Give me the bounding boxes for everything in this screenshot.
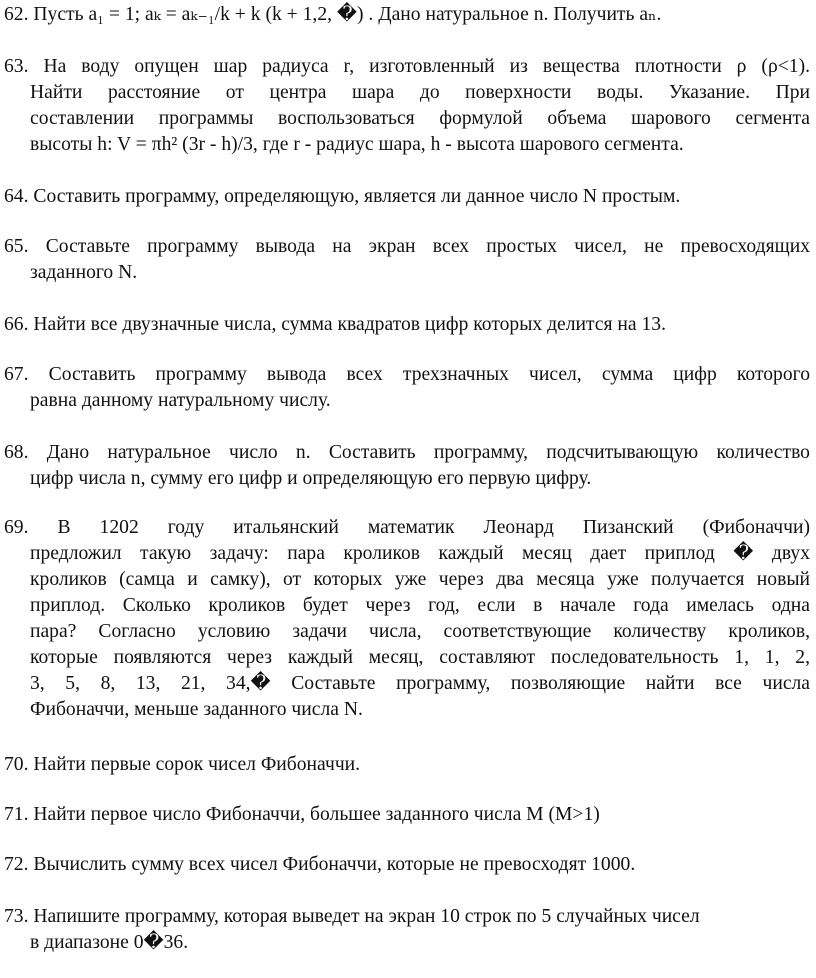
task-text: кроликов (самца и самку), от которых уже через два месяца уже получается новый <box>30 569 810 590</box>
task-text: в диапазоне 0�36. <box>30 932 189 953</box>
task-68 <box>4 440 810 492</box>
task-text: высоты h: V = πh² (3r - h)/3, где r - радиус шара, h - высота шарового сегмента. <box>30 134 684 155</box>
task-text: Дано натуральное число n. Составить программу, подсчитывающую количество <box>46 442 810 463</box>
task-62 <box>4 2 810 28</box>
task-text: составлении программы воспользоваться формулой объема шарового сегмента <box>30 108 810 129</box>
task-text: Найти первые сорок чисел Фибоначчи. <box>33 754 361 775</box>
task-number: 62. <box>4 4 29 25</box>
task-text: предложил такую задачу: пара кроликов каждый месяц дает приплод � двух <box>30 543 810 564</box>
task-number: 69. <box>4 517 29 538</box>
task-text: Составьте программу вывода на экран всех простых чисел, не превосходящих <box>45 236 810 257</box>
task-number: 70. <box>4 754 29 775</box>
task-text: Найти первое число Фибоначчи, большее заданного числа M (M>1) <box>33 804 600 825</box>
task-text: В 1202 году итальянский математик Леонард Пизанский (Фибоначчи) <box>57 517 810 538</box>
task-text: 3, 5, 8, 13, 21, 34,� Составьте программу, позволяющие найти все числа <box>30 673 810 694</box>
task-number: 64. <box>4 186 29 207</box>
task-64 <box>4 184 810 210</box>
task-number: 65. <box>4 236 29 257</box>
task-67 <box>4 362 810 414</box>
task-63 <box>4 54 810 158</box>
task-text: Найти все двузначные числа, сумма квадратов цифр которых делится на 13. <box>33 314 666 335</box>
task-text: Фибоначчи, меньше заданного числа N. <box>30 699 363 720</box>
task-69 <box>4 515 810 723</box>
task-66 <box>4 312 810 338</box>
task-text: равна данному натуральному числу. <box>30 390 331 411</box>
task-number: 71. <box>4 804 29 825</box>
task-number: 67. <box>4 364 29 385</box>
task-number: 68. <box>4 442 29 463</box>
task-70 <box>4 752 810 778</box>
task-text: приплод. Сколько кроликов будет через год, если в начале года имелась одна <box>30 595 810 616</box>
task-72 <box>4 852 810 878</box>
task-text: На воду опущен шар радиуса r, изготовленный из вещества плотности ρ (ρ<1). <box>43 56 810 77</box>
task-number: 66. <box>4 314 29 335</box>
task-text: пара? Согласно условию задачи числа, соответствующие количеству кроликов, <box>30 621 810 642</box>
task-text: Составить программу вывода всех трехзначных чисел, сумма цифр которого <box>48 364 810 385</box>
task-65 <box>4 234 810 286</box>
task-number: 73. <box>4 906 29 927</box>
task-text: Вычислить сумму всех чисел Фибоначчи, которые не превосходят 1000. <box>33 854 636 875</box>
task-73 <box>4 904 810 956</box>
task-text: заданного N. <box>30 262 138 283</box>
task-text: цифр числа n, сумму его цифр и определяющую его первую цифру. <box>30 468 592 489</box>
task-text: Составить программу, определяющую, является ли данное число N простым. <box>33 186 681 207</box>
task-number: 63. <box>4 56 29 77</box>
task-71 <box>4 802 810 828</box>
task-number: 72. <box>4 854 29 875</box>
task-text: Напишите программу, которая выведет на экран 10 строк по 5 случайных чисел <box>33 906 700 927</box>
task-text: Найти расстояние от центра шара до поверхности воды. Указание. При <box>30 82 810 103</box>
task-text: которые появляются через каждый месяц, составляют последовательность 1, 1, 2, <box>30 647 810 668</box>
task-text: Пусть a₁ = 1; aₖ = aₖ₋₁/k + k (k + 1,2, �) . Дано натуральное n. Получить aₙ. <box>33 4 662 25</box>
